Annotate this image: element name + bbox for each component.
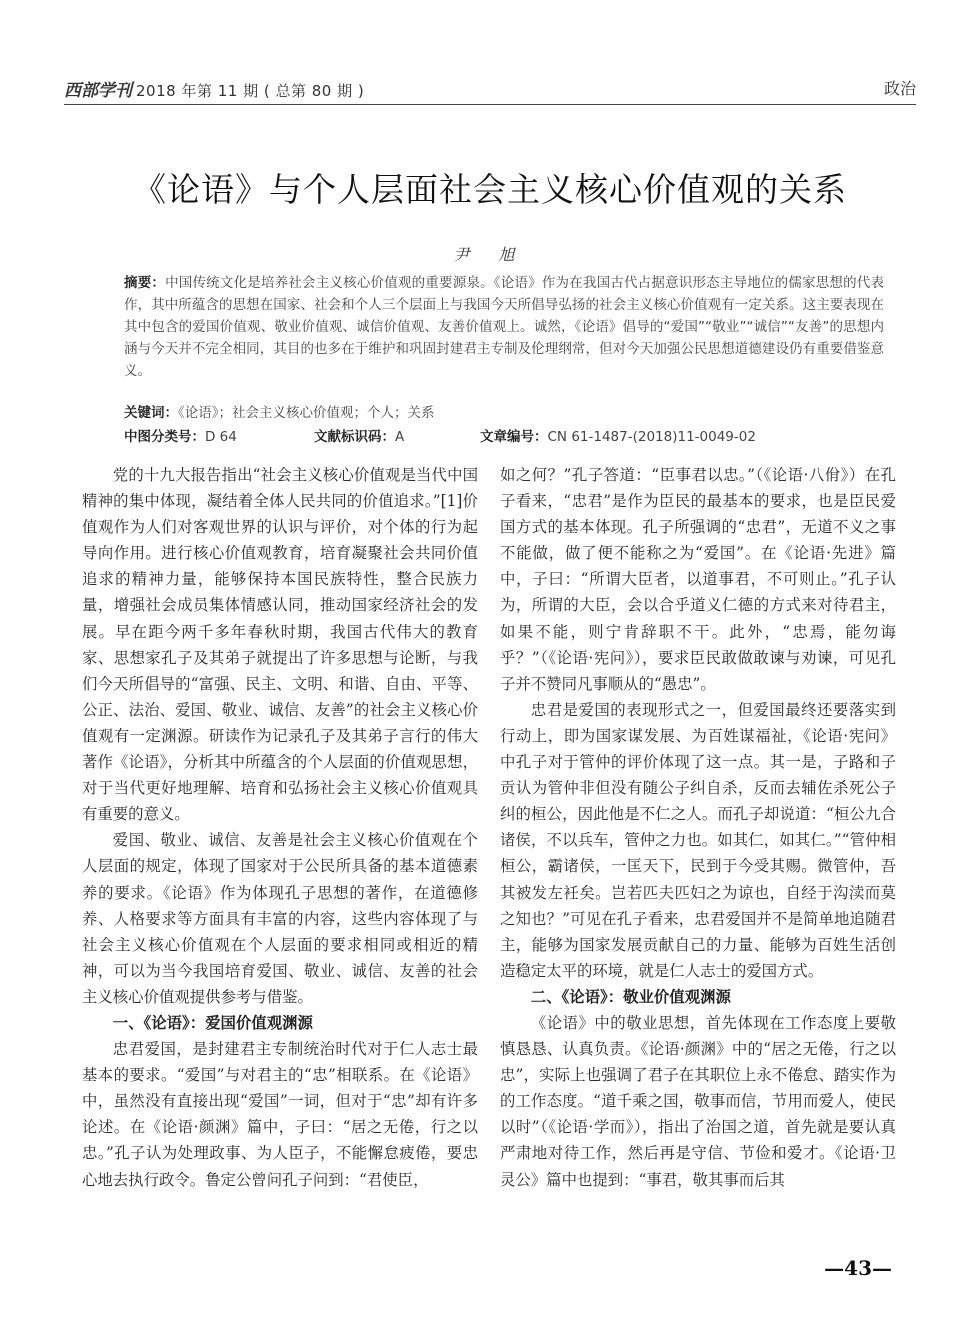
article-meta (124, 426, 884, 448)
article-label: 文章编号： (480, 429, 548, 445)
abstract (124, 272, 884, 382)
body-paragraph: 爱国、敬业、诚信、友善是社会主义核心价值观在个人层面的规定，体现了国家对于公民所具备的基本道德素养的要求。《论语》作为体现孔子思想的著作，在道德修养、人格要求等方面具有丰富的内容，这些内容体现了与社会主义核心价值观在个人层面的要求相同或相近的精神，可以为当今我国培育爱国、敬业、诚信、友善的社会主义核心价值观提供参考与借鉴。 (82, 831, 478, 1006)
keywords-text: 《论语》；社会主义核心价值观；个人；关系 (178, 405, 435, 421)
body-paragraph: 《论语》中的敬业思想，首先体现在工作态度上要敬慎恳恳、认真负责。《论语·颜渊》中的“居之无倦，行之以忠”，实际上也强调了君子在其职位上永不倦怠、踏实作为的工作态度。“道千乘之国，敬事而信，节用而爱人，使民以时”（《论语·学而》），指出了治国之道，首先就是要认真严肃地对待工作，然后再是守信、节俭和爱才。《论语·卫灵公》篇中也提到：“事君，敬其事而后其 (500, 1013, 896, 1189)
author-name: 尹 旭 (453, 245, 527, 264)
abstract-text: 中国传统文化是培养社会主义核心价值观的重要源泉。《论语》作为在我国古代占据意识形态主导地位的儒家思想的代表作，其中所蕴含的思想在国家、社会和个人三个层面上与我国今天所倡导弘扬的社会主义核心价值观有一定关系。这主要表现在其中包含的爱国价值观、敬业价值观、诚信价值观、友善价值观上。诚然，《论语》倡导的“爱国”“敬业”“诚信”“友善”的思想内涵与今天并不完全相同，其目的也多在于维护和巩固封建君主专制及伦理纲常，但对今天加强公民思想道德建设仍有重要借鉴意义。 (124, 275, 885, 379)
left-column (82, 462, 478, 1193)
section-heading: 一、《论语》：爱国价值观渊源 (112, 1013, 313, 1032)
right-column (500, 462, 896, 1193)
doc-value: A (395, 429, 405, 445)
keywords (124, 402, 884, 424)
abstract-label: 摘要： (124, 275, 166, 291)
issue-info: 2018 年第 11 期 ( 总第 80 期 ) (136, 82, 365, 100)
article-number (480, 426, 756, 448)
clc-label: 中图分类号： (124, 429, 205, 445)
section-label: 政治 (883, 79, 916, 98)
body-paragraph: 如之何？”孔子答道：“臣事君以忠。”（《论语·八佾》）在孔子看来，“忠君”是作为臣民的最基本的要求，也是臣民爱国方式的基本体现。孔子所强调的“忠君”，无道不义之事不能做，做了便不能称之为“爱国”。在《论语·先进》篇中，子曰：“所谓大臣者，以道事君，不可则止。”孔子认为，所谓的大臣，会以合乎道义仁德的方式来对待君主，如果不能，则宁肯辞职不干。此外，“忠焉，能勿诲乎？”（《论语·宪问》），要求臣民敢做敢谏与劝谏，可见孔子并不赞同凡事顺从的“愚忠”。 (500, 466, 896, 693)
body-paragraph: 党的十九大报告指出“社会主义核心价值观是当代中国精神的集中体现，凝结着全体人民共同的价值追求。”[1]价值观作为人们对客观世界的认识与评价，对个体的行为起导向作用。进行核心价值观教育，培育凝聚社会共同价值追求的精神力量，能够保持本国民族特性，整合民族力量，增强社会成员集体情感认同，推动国家经济社会的发展。早在距今两千多年春秋时期，我国古代伟大的教育家、思想家孔子及其弟子就提出了许多思想与论断，与我们今天所倡导的“富强、民主、文明、和谐、自由、平等、公正、法治、爱国、敬业、诚信、友善”的社会主义核心价值观有一定渊源。研读作为记录孔子及其弟子言行的伟大著作《论语》，分析其中所蕴含的个人层面的价值观思想，对于当代更好地理解、培育和弘扬社会主义核心价值观具有重要的意义。 (82, 466, 478, 824)
article-value: CN 61-1487-(2018)11-0049-02 (547, 429, 756, 445)
header-rule (64, 104, 916, 105)
body-paragraph: 忠君是爱国的表现形式之一，但爱国最终还要落实到行动上，即为国家谋发展、为百姓谋福祉，《论语·宪问》中孔子对于管仲的评价体现了这一点。其一是，子路和子贡认为管仲非但没有随公子纠自杀，反而去辅佐杀死公子纠的桓公，因此他是不仁之人。而孔子却说道：“桓公九合诸侯，不以兵车，管仲之力也。如其仁，如其仁。”“管仲相桓公，霸诸侯，一匡天下，民到于今受其赐。微管仲，吾其被发左衽矣。岂若匹夫匹妇之为谅也，自经于沟渎而莫之知也？”可见在孔子看来，忠君爱国并不是简单地追随君主，能够为国家发展贡献自己的力量、能够为百姓生活创造稳定太平的环境，就是仁人志士的爱国方式。 (500, 700, 896, 980)
page-number: —43— (824, 1256, 892, 1280)
body-paragraph: 忠君爱国，是封建君主专制统治时代对于仁人志士最基本的要求。“爱国”与对君主的“忠”相联系。在《论语》中，虽然没有直接出现“爱国”一词，但对于“忠”却有许多论述。在《论语·颜渊》篇中，子曰：“居之无倦，行之以忠。”孔子认为处理政事、为人臣子，不能懈怠疲倦，要忠心地去执行政令。鲁定公曾问孔子问到：“君使臣， (82, 1040, 478, 1189)
journal-name: 西部学刊 (64, 81, 132, 101)
section-heading: 二、《论语》：敬业价值观渊源 (530, 987, 731, 1006)
document-code (314, 426, 404, 448)
doc-label: 文献标识码： (314, 429, 395, 445)
article-title: 《论语》与个人层面社会主义核心价值观的关系 (133, 170, 847, 209)
clc-value: D 64 (205, 429, 237, 445)
clc-number (124, 426, 237, 448)
running-header (64, 76, 916, 102)
keywords-label: 关键词： (124, 405, 178, 421)
